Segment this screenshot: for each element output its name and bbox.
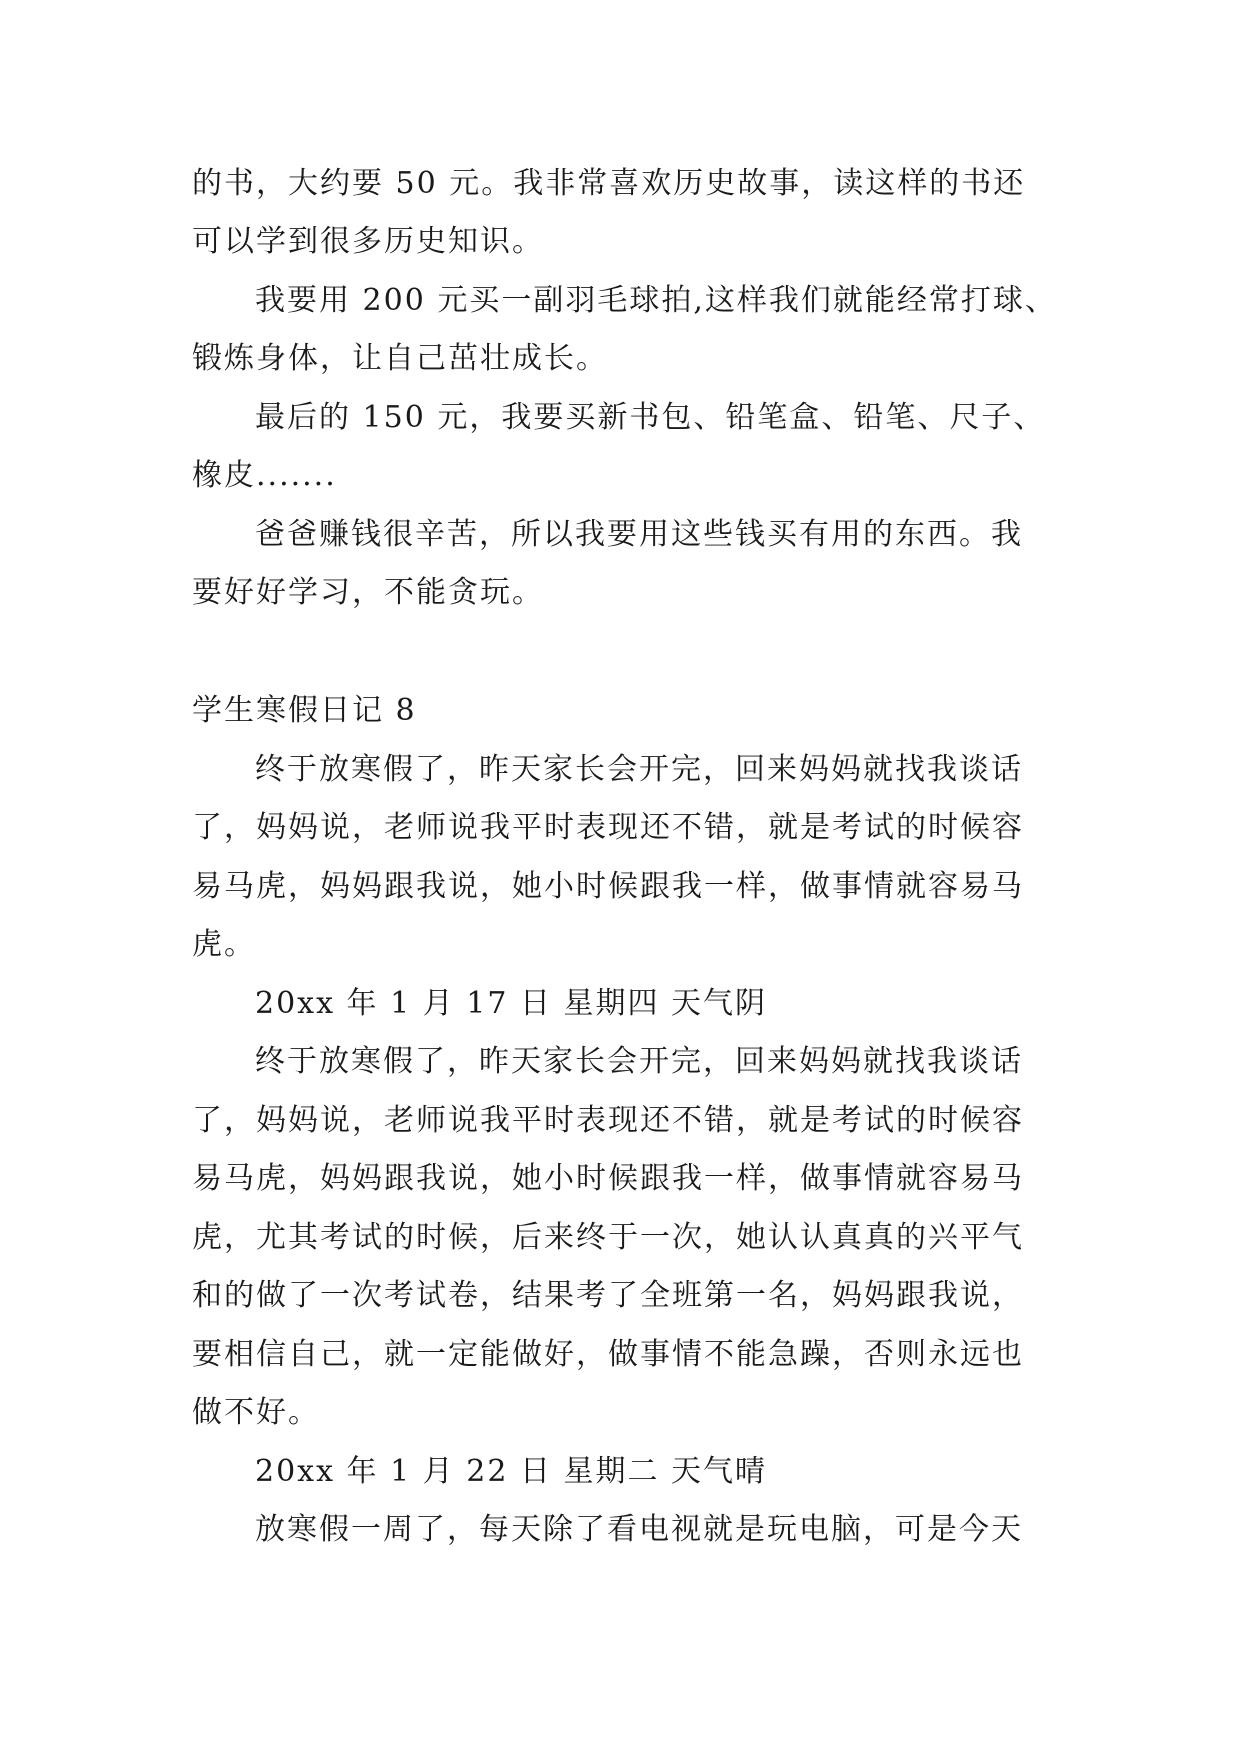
text-line: 爸爸赚钱很辛苦，所以我要用这些钱买有用的东西。我: [255, 517, 1023, 552]
diary-date-line: 20xx 年 1 月 17 日 星期四 天气阴: [255, 986, 768, 1021]
section-heading: 学生寒假日记 8: [192, 693, 417, 728]
text-line: 锻炼身体，让自己茁壮成长。: [192, 341, 608, 376]
text-line: 做不好。: [192, 1395, 320, 1430]
text-line: 要相信自己，就一定能做好，做事情不能急躁，否则永远也: [192, 1337, 1024, 1372]
text-line: 放寒假一周了，每天除了看电视就是玩电脑，可是今天: [255, 1512, 1023, 1547]
text-line: 了，妈妈说，老师说我平时表现还不错，就是考试的时候容: [192, 1103, 1024, 1138]
text-line: 的书，大约要 50 元。我非常喜欢历史故事，读这样的书还: [192, 166, 1026, 201]
text-line: 要好好学习，不能贪玩。: [192, 575, 544, 610]
text-line: 虎。: [192, 927, 256, 962]
text-line: 最后的 150 元，我要买新书包、铅笔盒、铅笔、尺子、: [255, 400, 1046, 435]
text-line: 我要用 200 元买一副羽毛球拍,这样我们就能经常打球、: [255, 283, 1057, 318]
text-line: 易马虎，妈妈跟我说，她小时候跟我一样，做事情就容易马: [192, 869, 1024, 904]
text-line: 易马虎，妈妈跟我说，她小时候跟我一样，做事情就容易马: [192, 1161, 1024, 1196]
diary-date-line: 20xx 年 1 月 22 日 星期二 天气晴: [255, 1454, 768, 1489]
text-line: 虎，尤其考试的时候，后来终于一次，她认认真真的兴平气: [192, 1220, 1024, 1255]
text-line: 了，妈妈说，老师说我平时表现还不错，就是考试的时候容: [192, 810, 1024, 845]
text-line: 可以学到很多历史知识。: [192, 224, 544, 259]
text-line: 橡皮.......: [192, 458, 337, 493]
text-line: 终于放寒假了，昨天家长会开完，回来妈妈就找我谈话: [255, 1044, 1023, 1079]
text-line: 终于放寒假了，昨天家长会开完，回来妈妈就找我谈话: [255, 752, 1023, 787]
text-line: 和的做了一次考试卷，结果考了全班第一名，妈妈跟我说，: [192, 1278, 1024, 1313]
